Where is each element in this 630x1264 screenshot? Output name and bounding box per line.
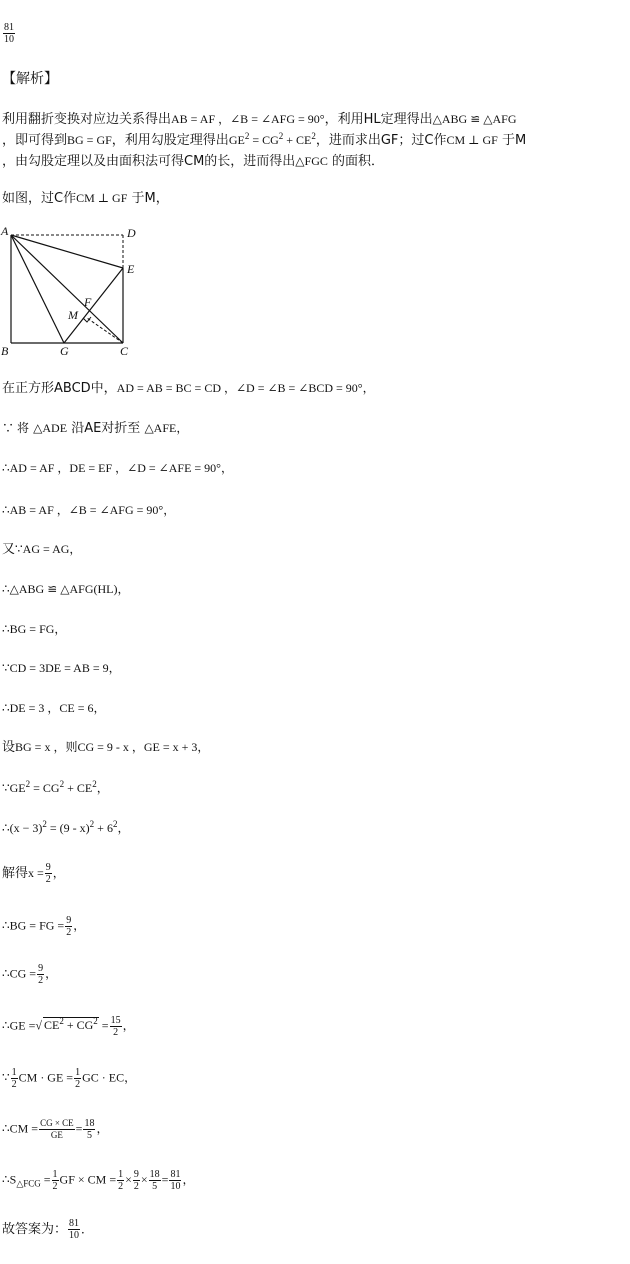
step-5: 又∵AG = AG， <box>2 542 82 557</box>
step-4: ∴AB = AF ，∠B = ∠AFG = 90°， <box>2 503 176 517</box>
step-10: 设BG = x ，则CG = 9 - x ，GE = x + 3， <box>2 740 210 755</box>
step-9: ∴DE = 3 ，CE = 6， <box>2 701 106 715</box>
final-answer: 故答案为： $\frac{81}{10}$ ． <box>2 1218 94 1241</box>
step-17: ∵ $\frac{1}{2}$ CM · GE = $\frac{1}{2}$ GC · EC， <box>2 1067 137 1090</box>
step-18: ∴CM = $\frac{CG \times CE}{GE}$ = $\frac{18}{5}$ ， <box>2 1118 109 1141</box>
section-title: 【解析】 <box>2 71 58 87</box>
answer-denominator: 10 <box>4 34 14 45</box>
radical: $CE^2 + CG^2$ <box>44 1016 98 1033</box>
figure-intro: 如图，过C作CM ⊥ GF 于M， <box>2 191 169 206</box>
analysis-line-3: ，由勾股定理以及由面积法可得CM的长，进而得出△FGC 的面积． <box>2 154 385 169</box>
label-G: G <box>60 344 69 358</box>
step-16: ∴GE =√ $CE^2 + CG^2$ = $\frac{15}{2}$ ， <box>2 1015 135 1038</box>
label-B: B <box>1 344 9 358</box>
answer-numerator: 81 <box>4 22 14 33</box>
segment-GE <box>64 268 123 343</box>
step-19: $\therefore S_{\triangle FCG}$ = $\frac{1}{2}$ GF × CM = $\frac{1}{2}$ × $\frac{9}{2}$ × $\frac{18}{5}$ = $\frac{81}{10}$ ， <box>2 1169 195 1192</box>
step-13: 解得x = $\frac{9}{2}$ ， <box>2 862 65 885</box>
label-F: F <box>84 295 92 309</box>
step-8: ∵CD = 3DE = AB = 9， <box>2 661 121 675</box>
label-M: M <box>68 308 78 322</box>
step-7: ∴BG = FG， <box>2 622 67 636</box>
analysis-line-1: 利用翻折变换对应边关系得出AB = AF ，∠B = ∠AFG = 90°，利用HL定理得出△ABG ≌ △AFG <box>2 112 517 127</box>
step-11: $\because GE^2 = CG^2 + CE^2$， <box>2 779 109 795</box>
label-A: A <box>1 224 9 238</box>
step-15: ∴CG = $\frac{9}{2}$ ， <box>2 963 58 986</box>
step-3: ∴AD = AF ，DE = EF ，∠D = ∠AFE = 90°， <box>2 461 233 475</box>
step-6: ∴△ABG ≌ △AFG(HL)， <box>2 582 130 596</box>
step-1: 在正方形ABCD中，AD = AB = BC = CD ，∠D = ∠B = ∠BCD = 90°， <box>2 381 375 396</box>
step-12: ∴(x − $3)^2 = (9 - x)^2 + 6^2$， <box>2 819 130 835</box>
label-D: D <box>127 226 136 240</box>
segment-AG <box>11 235 64 343</box>
geometry-figure <box>0 222 150 362</box>
analysis-line-2: ，即可得到BG = GF，利用勾股定理得出$GE^2 = CG^2 + CE^2$，进而求出GF；过C作CM ⊥ GF 于M <box>2 131 527 148</box>
top-answer <box>2 22 16 45</box>
label-E: E <box>127 262 135 276</box>
label-C: C <box>120 344 129 358</box>
step-2: ∵ 将 △ADE 沿AE对折至 △AFE， <box>2 421 189 436</box>
step-14: ∴BG = FG = $\frac{9}{2}$ ， <box>2 915 86 938</box>
segment-CM-dashed <box>87 318 123 343</box>
